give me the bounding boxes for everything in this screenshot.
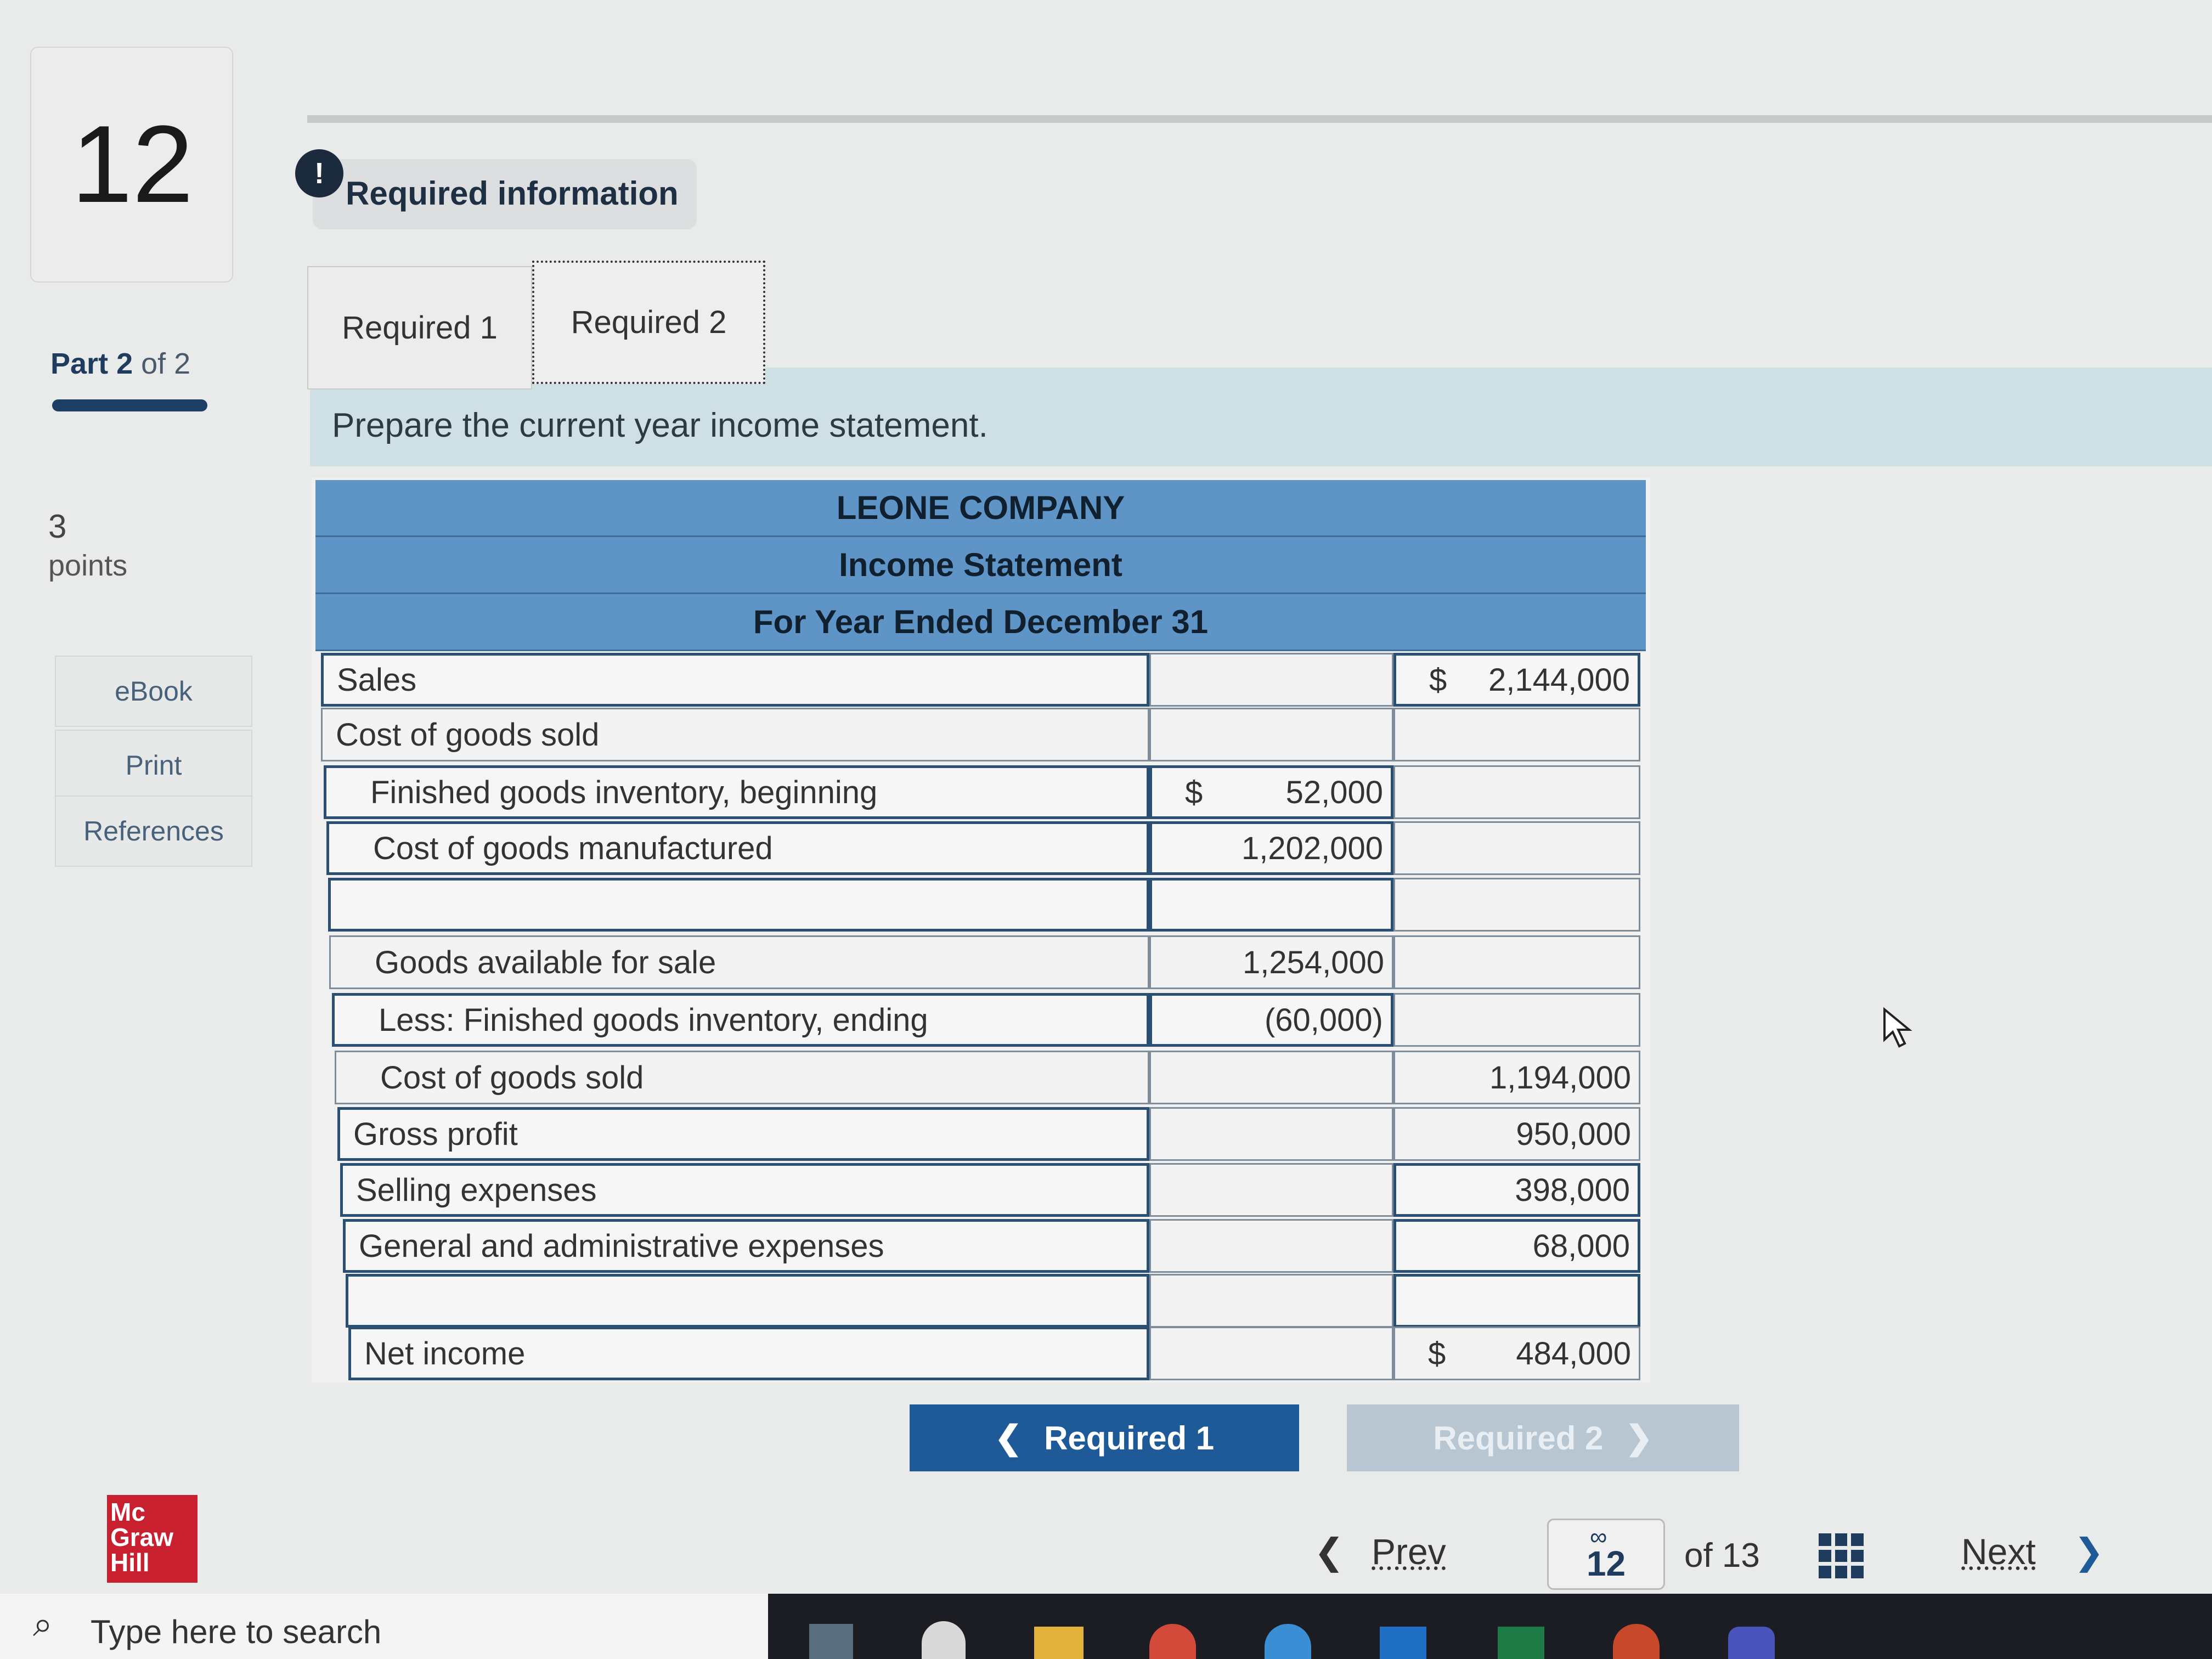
- cogs-header-mid: [1149, 708, 1393, 761]
- gross-profit-mid: [1149, 1107, 1393, 1161]
- chevron-right-icon: ❯: [1625, 1419, 1653, 1456]
- required-info-label: Required information: [346, 175, 679, 212]
- question-selector[interactable]: ∞ 12: [1547, 1519, 1665, 1590]
- print-button[interactable]: Print: [55, 730, 252, 801]
- ga-label[interactable]: General and administrative expenses: [343, 1219, 1149, 1273]
- gafs-right: [1393, 935, 1640, 989]
- fg-begin-label[interactable]: Finished goods inventory, beginning: [324, 765, 1149, 819]
- gafs-amount: 1,254,000: [1149, 935, 1393, 989]
- empty-expense-amount-input[interactable]: [1393, 1274, 1640, 1328]
- top-divider: [307, 115, 2212, 123]
- fg-end-label[interactable]: Less: Finished goods inventory, ending: [332, 993, 1149, 1047]
- net-income-mid: [1149, 1327, 1393, 1380]
- gafs-label: Goods available for sale: [329, 935, 1149, 989]
- empty-expense-label-input[interactable]: [346, 1274, 1149, 1328]
- grid-icon[interactable]: [1819, 1533, 1864, 1578]
- teams-icon[interactable]: [1728, 1627, 1775, 1659]
- tab-required-2[interactable]: Required 2: [532, 261, 765, 384]
- net-income-amount: $ 484,000: [1393, 1327, 1640, 1380]
- cogm-amount[interactable]: 1,202,000: [1149, 821, 1393, 875]
- gross-profit-amount: 950,000: [1393, 1107, 1640, 1161]
- points-label: points: [48, 549, 128, 582]
- fg-begin-amount[interactable]: $ 52,000: [1149, 765, 1393, 819]
- ebook-button[interactable]: eBook: [55, 656, 252, 727]
- chevron-left-icon: ❮: [994, 1419, 1023, 1456]
- selling-label[interactable]: Selling expenses: [340, 1163, 1149, 1217]
- references-button[interactable]: References: [55, 795, 252, 867]
- next-question-link[interactable]: Next: [1961, 1531, 2036, 1572]
- fg-end-amount[interactable]: (60,000): [1149, 993, 1393, 1047]
- fg-begin-right: [1393, 765, 1640, 819]
- prev-question-link[interactable]: Prev: [1372, 1531, 1446, 1572]
- cogs-label: Cost of goods sold: [335, 1051, 1149, 1104]
- statement-period: For Year Ended December 31: [315, 594, 1646, 651]
- empty-cogs-right: [1393, 878, 1640, 932]
- prev-required-button[interactable]: ❮ Required 1: [910, 1404, 1299, 1471]
- mouse-cursor-icon: [1882, 1007, 1915, 1051]
- chevron-left-icon: ❮: [1314, 1531, 1345, 1572]
- alert-icon: !: [295, 149, 343, 198]
- outlook-icon[interactable]: [1380, 1627, 1426, 1659]
- sales-mid-cell: [1149, 653, 1393, 707]
- cogs-header-right: [1393, 708, 1640, 761]
- fg-end-right: [1393, 993, 1640, 1047]
- ga-mid: [1149, 1219, 1393, 1273]
- tab-required-1[interactable]: Required 1: [307, 266, 532, 390]
- cogm-right: [1393, 821, 1640, 875]
- net-income-label[interactable]: Net income: [348, 1327, 1149, 1380]
- cogs-amount: 1,194,000: [1393, 1051, 1640, 1104]
- empty-expense-mid: [1149, 1274, 1393, 1328]
- mcgraw-hill-logo: Mc Graw Hill: [107, 1495, 198, 1583]
- taskbar-search-box[interactable]: ⌕ Type here to search: [0, 1594, 768, 1659]
- points-value: 3: [48, 508, 67, 545]
- ga-amount[interactable]: 68,000: [1393, 1219, 1640, 1273]
- selling-amount[interactable]: 398,000: [1393, 1163, 1640, 1217]
- sales-label[interactable]: Sales: [321, 653, 1149, 707]
- selling-mid: [1149, 1163, 1393, 1217]
- question-total: of 13: [1684, 1537, 1760, 1575]
- part-indicator: Part 2 of 2: [50, 347, 191, 380]
- calculator-app-icon[interactable]: [809, 1624, 853, 1659]
- file-explorer-icon[interactable]: [1034, 1627, 1084, 1659]
- search-icon: ⌕: [33, 1604, 53, 1644]
- empty-cogs-label-input[interactable]: [328, 878, 1149, 932]
- gross-profit-label[interactable]: Gross profit: [337, 1107, 1149, 1161]
- cogs-header-label: Cost of goods sold: [321, 708, 1149, 761]
- part-progress-bar: [52, 399, 207, 411]
- statement-title: Income Statement: [315, 537, 1646, 594]
- question-number: 12: [71, 103, 194, 225]
- prompt-text: Prepare the current year income statement.: [332, 407, 988, 444]
- cogs-mid: [1149, 1051, 1393, 1104]
- next-required-button[interactable]: Required 2 ❯: [1347, 1404, 1739, 1471]
- link-icon: ∞: [1590, 1523, 1607, 1550]
- sales-amount[interactable]: $ 2,144,000: [1393, 653, 1640, 707]
- company-name: LEONE COMPANY: [315, 480, 1646, 537]
- empty-cogs-amount-input[interactable]: [1149, 878, 1393, 932]
- chevron-right-icon: ❯: [2074, 1531, 2104, 1572]
- excel-icon[interactable]: [1498, 1627, 1544, 1659]
- cogm-label[interactable]: Cost of goods manufactured: [326, 821, 1149, 875]
